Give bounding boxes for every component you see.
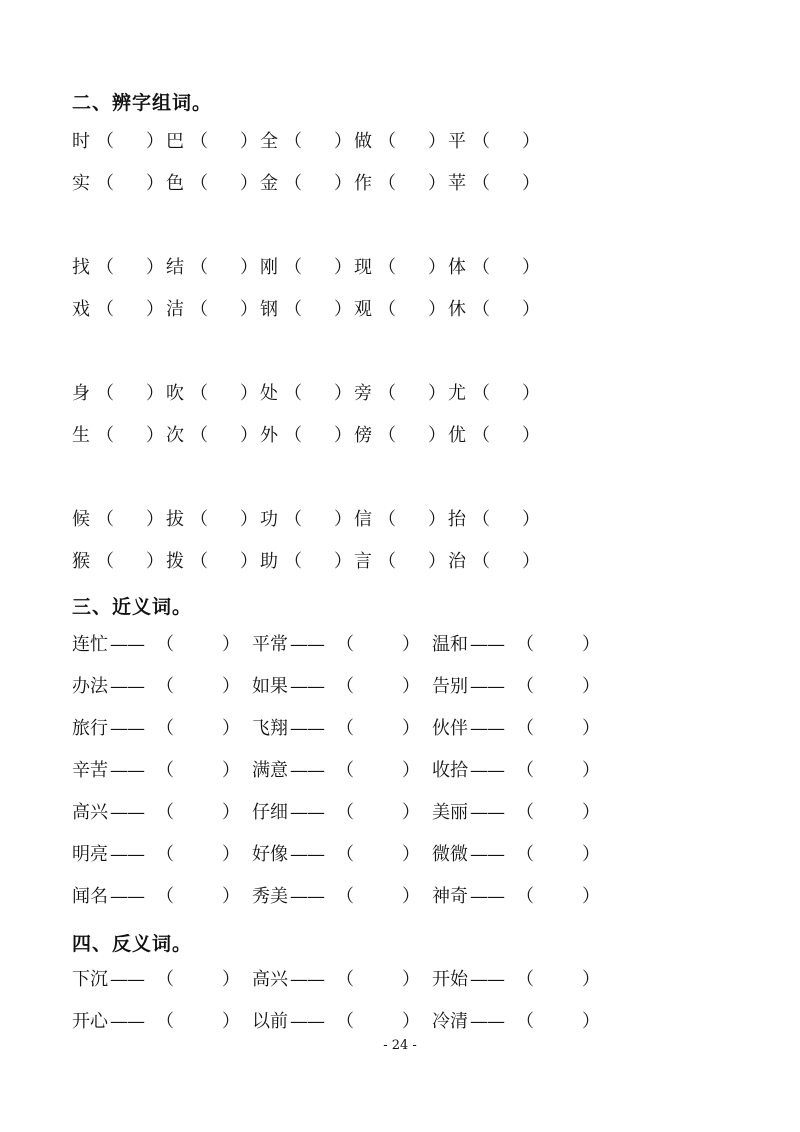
blank-open-paren[interactable]: （ [96,173,114,194]
dash-separator: —— [470,802,504,823]
blank-open-paren[interactable]: （ [378,173,396,194]
dash-separator: —— [470,886,504,907]
dash-separator: —— [470,676,504,697]
blank-close-paren[interactable]: ） [146,383,164,404]
word-label: 平常 [252,634,288,655]
blank-close-paren[interactable]: ） [146,425,164,446]
blank-close-paren[interactable]: ） [240,131,258,152]
blank-open-paren[interactable]: （ [96,299,114,320]
blank-open-paren[interactable]: （ [336,969,354,990]
dash-separator: —— [290,760,324,781]
blank-close-paren[interactable]: ） [240,509,258,530]
word-label: 温和 [432,634,468,655]
blank-close-paren[interactable]: ） [240,299,258,320]
blank-open-paren[interactable]: （ [284,551,302,572]
char-label: 猴 [72,551,90,572]
blank-close-paren[interactable]: ） [428,173,446,194]
blank-open-paren[interactable]: （ [472,551,490,572]
word-row [72,842,732,868]
blank-open-paren[interactable]: （ [190,383,208,404]
blank-open-paren[interactable]: （ [156,1011,174,1032]
word-label: 冷清 [432,1011,468,1032]
blank-close-paren[interactable]: ） [428,509,446,530]
dash-separator: —— [290,886,324,907]
blank-close-paren[interactable]: ） [334,257,352,278]
blank-open-paren[interactable]: （ [378,425,396,446]
blank-open-paren[interactable]: （ [336,676,354,697]
blank-close-paren[interactable]: ） [522,131,540,152]
blank-close-paren[interactable]: ） [402,802,420,823]
blank-open-paren[interactable]: （ [284,257,302,278]
blank-close-paren[interactable]: ） [428,131,446,152]
char-label: 功 [260,509,278,530]
blank-open-paren[interactable]: （ [284,425,302,446]
char-label: 钢 [260,299,278,320]
dash-separator: —— [110,802,144,823]
word-label: 仔细 [252,802,288,823]
word-label: 伙伴 [432,718,468,739]
char-label: 信 [354,509,372,530]
blank-open-paren[interactable]: （ [516,634,534,655]
word-label: 明亮 [72,844,108,865]
blank-close-paren[interactable]: ） [334,425,352,446]
blank-open-paren[interactable]: （ [284,509,302,530]
blank-open-paren[interactable]: （ [156,760,174,781]
char-label: 全 [260,131,278,152]
blank-open-paren[interactable]: （ [284,383,302,404]
dash-separator: —— [290,1011,324,1032]
section-4-title: 四、反义词。 [72,933,193,955]
char-label: 处 [260,383,278,404]
blank-close-paren[interactable]: ） [402,886,420,907]
word-label: 连忙 [72,634,108,655]
char-label: 苹 [448,173,466,194]
char-label: 做 [354,131,372,152]
char-label: 傍 [354,425,372,446]
word-label: 开始 [432,969,468,990]
char-label: 现 [354,257,372,278]
blank-open-paren[interactable]: （ [336,634,354,655]
blank-close-paren[interactable]: ） [522,257,540,278]
word-row [72,632,732,658]
char-label: 巴 [166,131,184,152]
blank-close-paren[interactable]: ） [428,257,446,278]
blank-close-paren[interactable]: ） [582,718,600,739]
dash-separator: —— [470,1011,504,1032]
blank-open-paren[interactable]: （ [378,131,396,152]
word-label: 收拾 [432,760,468,781]
blank-open-paren[interactable]: （ [284,173,302,194]
blank-close-paren[interactable]: ） [522,173,540,194]
word-label: 神奇 [432,886,468,907]
char-row [72,255,732,281]
blank-close-paren[interactable]: ） [334,299,352,320]
word-label: 以前 [252,1011,288,1032]
dash-separator: —— [290,802,324,823]
blank-open-paren[interactable]: （ [336,718,354,739]
char-label: 作 [354,173,372,194]
blank-close-paren[interactable]: ） [522,509,540,530]
dash-separator: —— [110,760,144,781]
blank-close-paren[interactable]: ） [428,425,446,446]
word-label: 高兴 [72,802,108,823]
blank-close-paren[interactable]: ） [582,1011,600,1032]
blank-open-paren[interactable]: （ [96,551,114,572]
blank-close-paren[interactable]: ） [240,173,258,194]
char-label: 实 [72,173,90,194]
char-label: 刚 [260,257,278,278]
word-row [72,758,732,784]
dash-separator: —— [290,844,324,865]
blank-open-paren[interactable]: （ [156,676,174,697]
dash-separator: —— [110,634,144,655]
word-label: 开心 [72,1011,108,1032]
char-label: 拨 [166,551,184,572]
blank-open-paren[interactable]: （ [378,551,396,572]
blank-close-paren[interactable]: ） [222,676,240,697]
word-label: 下沉 [72,969,108,990]
word-label: 告别 [432,676,468,697]
word-row [72,716,732,742]
blank-open-paren[interactable]: （ [336,886,354,907]
blank-open-paren[interactable]: （ [156,634,174,655]
dash-separator: —— [470,718,504,739]
blank-close-paren[interactable]: ） [428,551,446,572]
blank-close-paren[interactable]: ） [146,173,164,194]
char-label: 优 [448,425,466,446]
word-row [72,800,732,826]
blank-open-paren[interactable]: （ [190,425,208,446]
char-row [72,381,732,407]
blank-close-paren[interactable]: ） [402,969,420,990]
word-row [72,674,732,700]
blank-open-paren[interactable]: （ [336,802,354,823]
blank-close-paren[interactable]: ） [522,383,540,404]
word-label: 好像 [252,844,288,865]
blank-close-paren[interactable]: ） [402,718,420,739]
blank-close-paren[interactable]: ） [582,676,600,697]
blank-open-paren[interactable]: （ [472,299,490,320]
char-label: 找 [72,257,90,278]
dash-separator: —— [470,969,504,990]
dash-separator: —— [470,760,504,781]
blank-close-paren[interactable]: ） [428,299,446,320]
dash-separator: —— [290,969,324,990]
blank-close-paren[interactable]: ） [222,969,240,990]
dash-separator: —— [110,886,144,907]
char-label: 金 [260,173,278,194]
dash-separator: —— [290,634,324,655]
char-row [72,549,732,575]
blank-open-paren[interactable]: （ [284,131,302,152]
blank-close-paren[interactable]: ） [146,257,164,278]
blank-close-paren[interactable]: ） [402,844,420,865]
dash-separator: —— [110,844,144,865]
blank-close-paren[interactable]: ） [222,718,240,739]
dash-separator: —— [110,969,144,990]
blank-open-paren[interactable]: （ [472,383,490,404]
char-row [72,129,732,155]
word-label: 满意 [252,760,288,781]
blank-close-paren[interactable]: ） [522,425,540,446]
blank-close-paren[interactable]: ） [222,802,240,823]
char-label: 外 [260,425,278,446]
blank-open-paren[interactable]: （ [336,844,354,865]
blank-open-paren[interactable]: （ [156,886,174,907]
char-label: 拔 [166,509,184,530]
page-number: - 24 - [383,1038,417,1053]
blank-open-paren[interactable]: （ [516,760,534,781]
char-label: 次 [166,425,184,446]
blank-close-paren[interactable]: ） [522,299,540,320]
dash-separator: —— [470,844,504,865]
blank-open-paren[interactable]: （ [516,844,534,865]
char-label: 抬 [448,509,466,530]
blank-open-paren[interactable]: （ [378,509,396,530]
dash-separator: —— [110,1011,144,1032]
blank-close-paren[interactable]: ） [146,551,164,572]
blank-close-paren[interactable]: ） [240,551,258,572]
blank-open-paren[interactable]: （ [156,844,174,865]
blank-open-paren[interactable]: （ [516,1011,534,1032]
blank-close-paren[interactable]: ） [402,634,420,655]
blank-open-paren[interactable]: （ [336,760,354,781]
blank-close-paren[interactable]: ） [146,509,164,530]
dash-separator: —— [290,676,324,697]
char-label: 身 [72,383,90,404]
word-label: 如果 [252,676,288,697]
word-label: 飞翔 [252,718,288,739]
char-label: 体 [448,257,466,278]
dash-separator: —— [470,634,504,655]
section-2-title: 二、辨字组词。 [72,92,213,114]
blank-close-paren[interactable]: ） [334,383,352,404]
char-label: 候 [72,509,90,530]
blank-open-paren[interactable]: （ [378,257,396,278]
blank-open-paren[interactable]: （ [96,509,114,530]
dash-separator: —— [110,718,144,739]
word-label: 美丽 [432,802,468,823]
word-label: 微微 [432,844,468,865]
blank-open-paren[interactable]: （ [516,718,534,739]
char-label: 言 [354,551,372,572]
blank-open-paren[interactable]: （ [190,509,208,530]
blank-open-paren[interactable]: （ [472,425,490,446]
char-label: 生 [72,425,90,446]
char-label: 时 [72,131,90,152]
blank-close-paren[interactable]: ） [582,760,600,781]
blank-open-paren[interactable]: （ [472,257,490,278]
dash-separator: —— [110,676,144,697]
blank-open-paren[interactable]: （ [190,131,208,152]
blank-close-paren[interactable]: ） [582,886,600,907]
blank-close-paren[interactable]: ） [334,551,352,572]
blank-close-paren[interactable]: ） [402,676,420,697]
blank-close-paren[interactable]: ） [582,844,600,865]
char-label: 休 [448,299,466,320]
word-row [72,884,732,910]
char-row [72,171,732,197]
blank-open-paren[interactable]: （ [516,802,534,823]
char-label: 色 [166,173,184,194]
blank-close-paren[interactable]: ） [334,173,352,194]
blank-open-paren[interactable]: （ [96,131,114,152]
blank-open-paren[interactable]: （ [156,718,174,739]
blank-close-paren[interactable]: ） [522,551,540,572]
blank-open-paren[interactable]: （ [472,131,490,152]
blank-open-paren[interactable]: （ [516,676,534,697]
blank-open-paren[interactable]: （ [336,1011,354,1032]
blank-open-paren[interactable]: （ [516,886,534,907]
char-label: 平 [448,131,466,152]
blank-close-paren[interactable]: ） [222,886,240,907]
blank-open-paren[interactable]: （ [190,257,208,278]
blank-open-paren[interactable]: （ [284,299,302,320]
blank-close-paren[interactable]: ） [582,802,600,823]
char-label: 助 [260,551,278,572]
blank-close-paren[interactable]: ） [146,299,164,320]
blank-close-paren[interactable]: ） [428,383,446,404]
blank-open-paren[interactable]: （ [156,969,174,990]
blank-close-paren[interactable]: ） [582,634,600,655]
blank-open-paren[interactable]: （ [156,802,174,823]
char-row [72,423,732,449]
word-label: 旅行 [72,718,108,739]
blank-open-paren[interactable]: （ [516,969,534,990]
char-label: 旁 [354,383,372,404]
blank-close-paren[interactable]: ） [222,760,240,781]
blank-open-paren[interactable]: （ [472,509,490,530]
word-row [72,1009,732,1035]
blank-close-paren[interactable]: ） [240,383,258,404]
blank-close-paren[interactable]: ） [222,634,240,655]
blank-open-paren[interactable]: （ [378,383,396,404]
blank-open-paren[interactable]: （ [190,173,208,194]
blank-close-paren[interactable]: ） [240,425,258,446]
dash-separator: —— [290,718,324,739]
section-3-title: 三、近义词。 [72,596,193,618]
blank-open-paren[interactable]: （ [96,383,114,404]
char-label: 结 [166,257,184,278]
char-label: 戏 [72,299,90,320]
blank-open-paren[interactable]: （ [96,425,114,446]
char-label: 观 [354,299,372,320]
char-label: 尤 [448,383,466,404]
blank-close-paren[interactable]: ） [402,760,420,781]
char-label: 治 [448,551,466,572]
word-label: 高兴 [252,969,288,990]
blank-close-paren[interactable]: ） [334,509,352,530]
blank-close-paren[interactable]: ） [402,1011,420,1032]
char-label: 洁 [166,299,184,320]
blank-open-paren[interactable]: （ [190,299,208,320]
word-label: 闻名 [72,886,108,907]
blank-close-paren[interactable]: ） [240,257,258,278]
word-label: 办法 [72,676,108,697]
blank-close-paren[interactable]: ） [334,131,352,152]
blank-open-paren[interactable]: （ [378,299,396,320]
blank-close-paren[interactable]: ） [222,1011,240,1032]
word-row [72,967,732,993]
blank-open-paren[interactable]: （ [190,551,208,572]
word-label: 辛苦 [72,760,108,781]
blank-close-paren[interactable]: ） [582,969,600,990]
blank-close-paren[interactable]: ） [222,844,240,865]
blank-open-paren[interactable]: （ [96,257,114,278]
blank-close-paren[interactable]: ） [146,131,164,152]
char-row [72,507,732,533]
blank-open-paren[interactable]: （ [472,173,490,194]
char-label: 吹 [166,383,184,404]
char-row [72,297,732,323]
word-label: 秀美 [252,886,288,907]
